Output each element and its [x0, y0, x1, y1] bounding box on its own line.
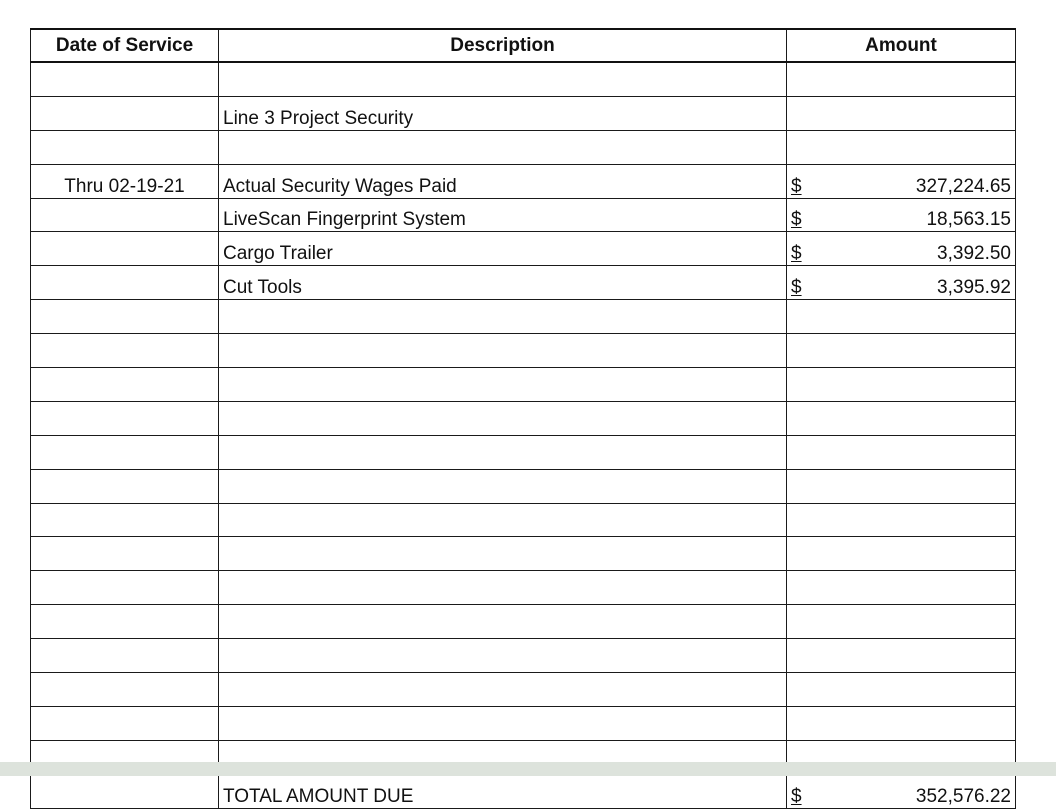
amount-value: 3,392.50 [937, 243, 1011, 265]
description-cell [219, 334, 787, 368]
amount-cell [787, 62, 1016, 96]
description-cell: Line 3 Project Security [219, 96, 787, 130]
currency-symbol: $ [791, 209, 802, 231]
description-header: Description [219, 29, 787, 62]
description-cell: LiveScan Fingerprint System [219, 198, 787, 232]
description-cell [219, 300, 787, 334]
date-cell [31, 232, 219, 266]
description-cell [219, 673, 787, 707]
description-cell [219, 571, 787, 605]
amount-cell [787, 130, 1016, 164]
amount-cell [787, 605, 1016, 639]
amount-cell [787, 503, 1016, 537]
table-row [31, 469, 1016, 503]
table-row [31, 96, 1016, 130]
amount-cell [787, 266, 1016, 300]
invoice-table [30, 28, 1016, 809]
amount-value: 18,563.15 [926, 209, 1011, 231]
description-cell [219, 706, 787, 740]
date-cell [31, 706, 219, 740]
amount-cell [787, 334, 1016, 368]
description-cell [219, 62, 787, 96]
total-amount-value: 352,576.22 [915, 785, 1011, 807]
date-cell [31, 605, 219, 639]
description-cell [219, 605, 787, 639]
amount-cell [787, 571, 1016, 605]
date-cell [31, 198, 219, 232]
date-of-service-header: Date of Service [31, 29, 219, 62]
description-cell [219, 401, 787, 435]
table-row [31, 503, 1016, 537]
total-row [31, 774, 1016, 808]
table-row [31, 605, 1016, 639]
date-cell [31, 469, 219, 503]
table-row [31, 300, 1016, 334]
amount-header: Amount [787, 29, 1016, 62]
currency-symbol: $ [791, 175, 802, 197]
date-cell [31, 571, 219, 605]
description-cell [219, 503, 787, 537]
amount-cell [787, 673, 1016, 707]
table-row [31, 639, 1016, 673]
table-row [31, 164, 1016, 198]
total-currency-symbol: $ [791, 785, 802, 807]
table-row [31, 232, 1016, 266]
amount-cell [787, 706, 1016, 740]
header-row [31, 29, 1016, 62]
currency-symbol: $ [791, 277, 802, 299]
date-cell [31, 673, 219, 707]
table-row [31, 198, 1016, 232]
description-cell: Actual Security Wages Paid [219, 164, 787, 198]
description-cell [219, 435, 787, 469]
description-cell: Cut Tools [219, 266, 787, 300]
amount-cell [787, 96, 1016, 130]
amount-cell [787, 435, 1016, 469]
amount-cell [787, 639, 1016, 673]
table-row [31, 435, 1016, 469]
date-cell [31, 130, 219, 164]
table-body [31, 62, 1016, 774]
date-cell [31, 266, 219, 300]
description-cell [219, 639, 787, 673]
amount-value: 327,224.65 [915, 175, 1011, 197]
amount-cell [787, 300, 1016, 334]
date-cell [31, 537, 219, 571]
date-cell [31, 639, 219, 673]
total-amount-cell [787, 774, 1016, 808]
total-date-cell [31, 774, 219, 808]
table-row [31, 62, 1016, 96]
date-cell [31, 96, 219, 130]
currency-symbol: $ [791, 243, 802, 265]
scan-footer-strip [0, 762, 1056, 776]
date-cell [31, 334, 219, 368]
table-row [31, 334, 1016, 368]
table-row [31, 401, 1016, 435]
description-cell [219, 469, 787, 503]
date-cell [31, 368, 219, 402]
date-cell [31, 300, 219, 334]
date-cell [31, 62, 219, 96]
table-row [31, 130, 1016, 164]
description-cell [219, 537, 787, 571]
date-cell: Thru 02-19-21 [31, 164, 219, 198]
description-cell [219, 368, 787, 402]
amount-cell [787, 232, 1016, 266]
table-row [31, 368, 1016, 402]
table-row [31, 571, 1016, 605]
date-cell [31, 401, 219, 435]
table-row [31, 706, 1016, 740]
amount-value: 3,395.92 [937, 277, 1011, 299]
description-cell: Cargo Trailer [219, 232, 787, 266]
description-cell [219, 130, 787, 164]
amount-cell [787, 537, 1016, 571]
amount-cell [787, 198, 1016, 232]
amount-cell [787, 469, 1016, 503]
table-row [31, 266, 1016, 300]
table-row [31, 673, 1016, 707]
date-cell [31, 503, 219, 537]
amount-cell [787, 401, 1016, 435]
amount-cell [787, 164, 1016, 198]
date-cell [31, 435, 219, 469]
total-label: TOTAL AMOUNT DUE [219, 774, 787, 808]
amount-cell [787, 368, 1016, 402]
table-row [31, 537, 1016, 571]
